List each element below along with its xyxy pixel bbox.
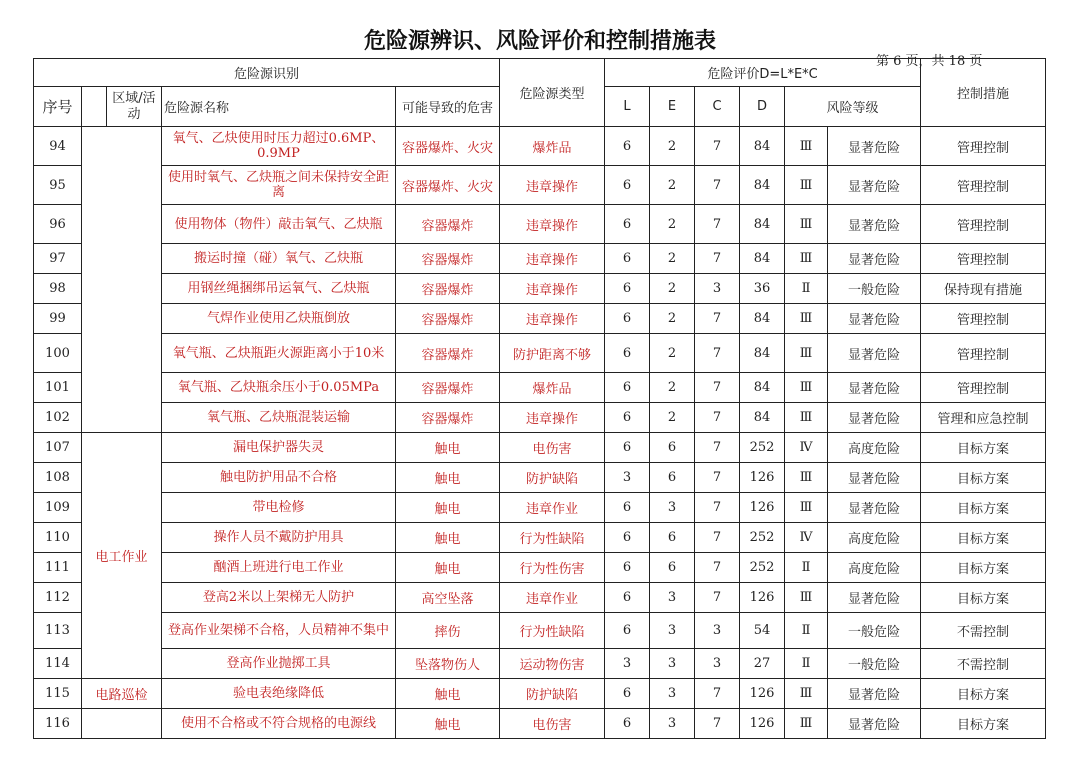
risk-level-cell: 显著危险 xyxy=(828,493,921,523)
hazard-type-cell: 电伤害 xyxy=(500,709,605,739)
grade-cell: Ⅲ xyxy=(785,463,828,493)
hazard-type-cell: 爆炸品 xyxy=(500,373,605,403)
hazard-type-cell: 电伤害 xyxy=(500,433,605,463)
e-cell: 3 xyxy=(650,583,695,613)
hazard-type-cell: 违章操作 xyxy=(500,244,605,274)
e-cell: 2 xyxy=(650,244,695,274)
control-cell: 管理控制 xyxy=(921,166,1046,205)
table-row xyxy=(34,244,1046,274)
grade-cell: Ⅲ xyxy=(785,403,828,433)
c-cell: 7 xyxy=(695,679,740,709)
harm-cell: 摔伤 xyxy=(396,613,500,649)
harm-cell: 触电 xyxy=(396,463,500,493)
grade-cell: Ⅱ xyxy=(785,649,828,679)
risk-level-cell: 高度危险 xyxy=(828,523,921,553)
seq-cell: 98 xyxy=(34,274,82,304)
hazard-type-cell: 违章操作 xyxy=(500,205,605,244)
hazard-name-cell: 使用时氧气、乙炔瓶之间未保持安全距离 xyxy=(162,166,396,205)
l-cell: 6 xyxy=(605,205,650,244)
control-cell: 目标方案 xyxy=(921,463,1046,493)
hazard-name-cell: 氧气瓶、乙炔瓶距火源距离小于10米 xyxy=(162,334,396,373)
l-cell: 6 xyxy=(605,274,650,304)
harm-cell: 触电 xyxy=(396,493,500,523)
seq-cell: 99 xyxy=(34,304,82,334)
harm-cell: 容器爆炸 xyxy=(396,334,500,373)
e-cell: 2 xyxy=(650,205,695,244)
harm-cell: 容器爆炸 xyxy=(396,244,500,274)
l-cell: 6 xyxy=(605,403,650,433)
hazard-name-cell: 氧气瓶、乙炔瓶余压小于0.05MPa xyxy=(162,373,396,403)
risk-level-cell: 显著危险 xyxy=(828,463,921,493)
hazard-type-cell: 违章操作 xyxy=(500,403,605,433)
c-cell: 7 xyxy=(695,553,740,583)
l-cell: 6 xyxy=(605,373,650,403)
hazard-name-cell: 登高作业架梯不合格，人员精神不集中 xyxy=(162,613,396,649)
hazard-name-cell: 酗酒上班进行电工作业 xyxy=(162,553,396,583)
hazard-type-cell: 违章操作 xyxy=(500,274,605,304)
l-cell: 6 xyxy=(605,244,650,274)
seq-cell: 100 xyxy=(34,334,82,373)
grade-cell: Ⅳ xyxy=(785,433,828,463)
l-cell: 6 xyxy=(605,127,650,166)
page-title: 危险源辨识、风险评价和控制措施表 xyxy=(363,29,716,54)
grade-cell: Ⅲ xyxy=(785,493,828,523)
d-cell: 84 xyxy=(740,403,785,433)
control-cell: 管理控制 xyxy=(921,127,1046,166)
grade-cell: Ⅲ xyxy=(785,205,828,244)
control-cell: 目标方案 xyxy=(921,493,1046,523)
d-cell: 27 xyxy=(740,649,785,679)
hazard-name-cell: 验电表绝缘降低 xyxy=(162,679,396,709)
table-row xyxy=(34,553,1046,583)
area-cell-inspection: 电路巡检 xyxy=(82,679,162,709)
risk-level-cell: 显著危险 xyxy=(828,127,921,166)
control-cell: 管理控制 xyxy=(921,373,1046,403)
table-row xyxy=(34,205,1046,244)
c-cell: 7 xyxy=(695,334,740,373)
hazard-type-cell: 防护缺陷 xyxy=(500,463,605,493)
risk-level-cell: 显著危险 xyxy=(828,205,921,244)
control-cell: 管理和应急控制 xyxy=(921,403,1046,433)
header-blank xyxy=(82,87,107,127)
control-cell: 目标方案 xyxy=(921,679,1046,709)
grade-cell: Ⅲ xyxy=(785,373,828,403)
header-identification: 危险源识别 xyxy=(34,59,500,87)
grade-cell: Ⅲ xyxy=(785,244,828,274)
header-l: L xyxy=(605,87,650,127)
e-cell: 2 xyxy=(650,274,695,304)
d-cell: 84 xyxy=(740,304,785,334)
c-cell: 7 xyxy=(695,166,740,205)
seq-cell: 109 xyxy=(34,493,82,523)
e-cell: 3 xyxy=(650,493,695,523)
risk-level-cell: 显著危险 xyxy=(828,709,921,739)
header-hazard-name: 危险源名称 xyxy=(162,87,396,127)
c-cell: 3 xyxy=(695,613,740,649)
harm-cell: 容器爆炸、火灾 xyxy=(396,127,500,166)
c-cell: 7 xyxy=(695,403,740,433)
control-cell: 管理控制 xyxy=(921,244,1046,274)
risk-level-cell: 高度危险 xyxy=(828,553,921,583)
l-cell: 6 xyxy=(605,709,650,739)
table-row xyxy=(34,679,1046,709)
l-cell: 6 xyxy=(605,613,650,649)
e-cell: 2 xyxy=(650,373,695,403)
header-harm: 可能导致的危害 xyxy=(396,87,500,127)
risk-level-cell: 显著危险 xyxy=(828,244,921,274)
c-cell: 7 xyxy=(695,127,740,166)
e-cell: 6 xyxy=(650,433,695,463)
seq-cell: 111 xyxy=(34,553,82,583)
e-cell: 3 xyxy=(650,649,695,679)
control-cell: 目标方案 xyxy=(921,433,1046,463)
grade-cell: Ⅲ xyxy=(785,304,828,334)
table-row xyxy=(34,334,1046,373)
l-cell: 6 xyxy=(605,433,650,463)
c-cell: 7 xyxy=(695,304,740,334)
harm-cell: 容器爆炸 xyxy=(396,205,500,244)
control-cell: 目标方案 xyxy=(921,583,1046,613)
seq-cell: 112 xyxy=(34,583,82,613)
d-cell: 84 xyxy=(740,334,785,373)
d-cell: 36 xyxy=(740,274,785,304)
harm-cell: 触电 xyxy=(396,679,500,709)
hazard-name-cell: 使用不合格或不符合规格的电源线 xyxy=(162,709,396,739)
control-cell: 目标方案 xyxy=(921,709,1046,739)
harm-cell: 触电 xyxy=(396,553,500,583)
header-control: 控制措施 xyxy=(921,59,1046,127)
d-cell: 84 xyxy=(740,166,785,205)
hazard-type-cell: 行为性伤害 xyxy=(500,553,605,583)
table-row xyxy=(34,403,1046,433)
grade-cell: Ⅲ xyxy=(785,334,828,373)
seq-cell: 96 xyxy=(34,205,82,244)
l-cell: 6 xyxy=(605,523,650,553)
table-row xyxy=(34,373,1046,403)
risk-level-cell: 一般危险 xyxy=(828,613,921,649)
grade-cell: Ⅱ xyxy=(785,613,828,649)
header-e: E xyxy=(650,87,695,127)
grade-cell: Ⅲ xyxy=(785,583,828,613)
grade-cell: Ⅲ xyxy=(785,709,828,739)
hazard-type-cell: 违章作业 xyxy=(500,583,605,613)
c-cell: 7 xyxy=(695,205,740,244)
grade-cell: Ⅲ xyxy=(785,679,828,709)
risk-level-cell: 显著危险 xyxy=(828,583,921,613)
e-cell: 2 xyxy=(650,127,695,166)
harm-cell: 容器爆炸 xyxy=(396,304,500,334)
header-d: D xyxy=(740,87,785,127)
header-c: C xyxy=(695,87,740,127)
seq-cell: 102 xyxy=(34,403,82,433)
risk-level-cell: 显著危险 xyxy=(828,679,921,709)
e-cell: 2 xyxy=(650,304,695,334)
hazard-type-cell: 行为性缺陷 xyxy=(500,613,605,649)
table-row xyxy=(34,127,1046,166)
hazard-type-cell: 违章作业 xyxy=(500,493,605,523)
control-cell: 目标方案 xyxy=(921,553,1046,583)
l-cell: 6 xyxy=(605,334,650,373)
hazard-name-cell: 漏电保护器失灵 xyxy=(162,433,396,463)
harm-cell: 高空坠落 xyxy=(396,583,500,613)
hazard-type-cell: 违章操作 xyxy=(500,304,605,334)
d-cell: 126 xyxy=(740,583,785,613)
c-cell: 7 xyxy=(695,583,740,613)
hazard-type-cell: 防护距离不够 xyxy=(500,334,605,373)
c-cell: 7 xyxy=(695,523,740,553)
c-cell: 3 xyxy=(695,649,740,679)
d-cell: 126 xyxy=(740,493,785,523)
harm-cell: 触电 xyxy=(396,433,500,463)
header-seq: 序号 xyxy=(34,87,82,127)
e-cell: 2 xyxy=(650,334,695,373)
hazard-name-cell: 操作人员不戴防护用具 xyxy=(162,523,396,553)
e-cell: 6 xyxy=(650,523,695,553)
control-cell: 不需控制 xyxy=(921,613,1046,649)
d-cell: 84 xyxy=(740,127,785,166)
harm-cell: 坠落物伤人 xyxy=(396,649,500,679)
header-evaluation: 危险评价D=L*E*C xyxy=(605,59,921,87)
hazard-type-cell: 防护缺陷 xyxy=(500,679,605,709)
table-row xyxy=(34,304,1046,334)
d-cell: 126 xyxy=(740,463,785,493)
hazard-name-cell: 带电检修 xyxy=(162,493,396,523)
seq-cell: 97 xyxy=(34,244,82,274)
hazard-name-cell: 使用物体（物件）敲击氧气、乙炔瓶 xyxy=(162,205,396,244)
e-cell: 6 xyxy=(650,463,695,493)
grade-cell: Ⅱ xyxy=(785,553,828,583)
control-cell: 目标方案 xyxy=(921,523,1046,553)
table-row xyxy=(34,433,1046,463)
e-cell: 2 xyxy=(650,166,695,205)
page-indicator: 第 6 页，共 18 页 xyxy=(876,54,983,69)
l-cell: 3 xyxy=(605,649,650,679)
grade-cell: Ⅳ xyxy=(785,523,828,553)
hazard-type-cell: 违章操作 xyxy=(500,166,605,205)
hazard-type-cell: 运动物伤害 xyxy=(500,649,605,679)
e-cell: 3 xyxy=(650,613,695,649)
e-cell: 3 xyxy=(650,679,695,709)
d-cell: 126 xyxy=(740,709,785,739)
d-cell: 54 xyxy=(740,613,785,649)
c-cell: 3 xyxy=(695,274,740,304)
header-hazard-type: 危险源类型 xyxy=(500,59,605,127)
risk-level-cell: 一般危险 xyxy=(828,274,921,304)
grade-cell: Ⅱ xyxy=(785,274,828,304)
risk-level-cell: 显著危险 xyxy=(828,403,921,433)
header-row-1 xyxy=(34,59,1046,87)
area-cell-blank xyxy=(82,709,162,739)
harm-cell: 容器爆炸 xyxy=(396,373,500,403)
d-cell: 252 xyxy=(740,433,785,463)
c-cell: 7 xyxy=(695,709,740,739)
d-cell: 252 xyxy=(740,553,785,583)
c-cell: 7 xyxy=(695,373,740,403)
control-cell: 不需控制 xyxy=(921,649,1046,679)
table-row xyxy=(34,166,1046,205)
table-row xyxy=(34,523,1046,553)
d-cell: 252 xyxy=(740,523,785,553)
seq-cell: 95 xyxy=(34,166,82,205)
risk-table xyxy=(33,58,1046,739)
hazard-name-cell: 气焊作业使用乙炔瓶倒放 xyxy=(162,304,396,334)
d-cell: 84 xyxy=(740,244,785,274)
harm-cell: 容器爆炸、火灾 xyxy=(396,166,500,205)
seq-cell: 94 xyxy=(34,127,82,166)
hazard-name-cell: 氧气、乙炔使用时压力超过0.6MP、0.9MP xyxy=(162,127,396,166)
table-row xyxy=(34,493,1046,523)
seq-cell: 107 xyxy=(34,433,82,463)
l-cell: 6 xyxy=(605,583,650,613)
table-row xyxy=(34,649,1046,679)
l-cell: 6 xyxy=(605,553,650,583)
risk-level-cell: 高度危险 xyxy=(828,433,921,463)
control-cell: 管理控制 xyxy=(921,304,1046,334)
header-area: 区域/活动 xyxy=(107,87,162,127)
l-cell: 6 xyxy=(605,493,650,523)
e-cell: 2 xyxy=(650,403,695,433)
control-cell: 保持现有措施 xyxy=(921,274,1046,304)
d-cell: 126 xyxy=(740,679,785,709)
hazard-name-cell: 氧气瓶、乙炔瓶混装运输 xyxy=(162,403,396,433)
c-cell: 7 xyxy=(695,244,740,274)
area-cell-blank xyxy=(82,127,162,433)
table-row xyxy=(34,613,1046,649)
seq-cell: 113 xyxy=(34,613,82,649)
table-row xyxy=(34,463,1046,493)
harm-cell: 容器爆炸 xyxy=(396,403,500,433)
c-cell: 7 xyxy=(695,463,740,493)
grade-cell: Ⅲ xyxy=(785,127,828,166)
control-cell: 管理控制 xyxy=(921,205,1046,244)
risk-level-cell: 显著危险 xyxy=(828,373,921,403)
l-cell: 3 xyxy=(605,463,650,493)
hazard-type-cell: 行为性缺陷 xyxy=(500,523,605,553)
harm-cell: 容器爆炸 xyxy=(396,274,500,304)
hazard-name-cell: 用钢丝绳捆绑吊运氧气、乙炔瓶 xyxy=(162,274,396,304)
table-row xyxy=(34,274,1046,304)
seq-cell: 114 xyxy=(34,649,82,679)
table-row xyxy=(34,709,1046,739)
hazard-name-cell: 登高作业抛掷工具 xyxy=(162,649,396,679)
e-cell: 6 xyxy=(650,553,695,583)
hazard-name-cell: 登高2米以上架梯无人防护 xyxy=(162,583,396,613)
seq-cell: 115 xyxy=(34,679,82,709)
risk-level-cell: 显著危险 xyxy=(828,304,921,334)
l-cell: 6 xyxy=(605,166,650,205)
hazard-name-cell: 搬运时撞（碰）氧气、乙炔瓶 xyxy=(162,244,396,274)
d-cell: 84 xyxy=(740,205,785,244)
e-cell: 3 xyxy=(650,709,695,739)
c-cell: 7 xyxy=(695,433,740,463)
table-row xyxy=(34,583,1046,613)
hazard-name-cell: 触电防护用品不合格 xyxy=(162,463,396,493)
harm-cell: 触电 xyxy=(396,709,500,739)
area-cell-electrical: 电工作业 xyxy=(82,433,162,679)
harm-cell: 触电 xyxy=(396,523,500,553)
hazard-type-cell: 爆炸品 xyxy=(500,127,605,166)
risk-level-cell: 一般危险 xyxy=(828,649,921,679)
d-cell: 84 xyxy=(740,373,785,403)
seq-cell: 101 xyxy=(34,373,82,403)
l-cell: 6 xyxy=(605,679,650,709)
header-risk-level: 风险等级 xyxy=(785,87,921,127)
risk-level-cell: 显著危险 xyxy=(828,334,921,373)
grade-cell: Ⅲ xyxy=(785,166,828,205)
seq-cell: 108 xyxy=(34,463,82,493)
seq-cell: 110 xyxy=(34,523,82,553)
control-cell: 管理控制 xyxy=(921,334,1046,373)
risk-level-cell: 显著危险 xyxy=(828,166,921,205)
c-cell: 7 xyxy=(695,493,740,523)
seq-cell: 116 xyxy=(34,709,82,739)
l-cell: 6 xyxy=(605,304,650,334)
